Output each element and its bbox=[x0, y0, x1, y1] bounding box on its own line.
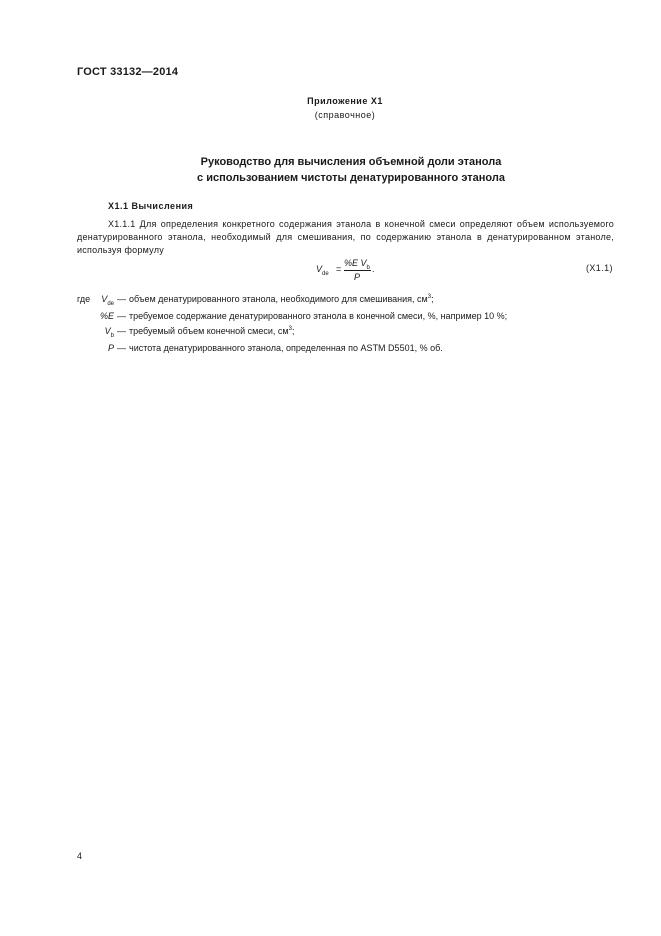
formula-fraction-bar bbox=[344, 270, 371, 271]
definition-symbol: P bbox=[107, 343, 114, 354]
formula-numerator: %E $V_b$ bbox=[344, 258, 370, 271]
page-number: 4 bbox=[77, 851, 83, 861]
equation-number: (Х1.1) bbox=[586, 263, 613, 273]
definition-row: $V_b$ — требуемый объем конечной смеси, $см^3$; bbox=[77, 323, 617, 342]
formula-equals: = bbox=[336, 264, 342, 274]
definition-symbol: %E bbox=[99, 311, 114, 322]
section-heading: Х1.1 Вычисления bbox=[108, 201, 194, 211]
appendix-title: Приложение Х1 bbox=[307, 96, 383, 106]
definition-row: где $V_{de}$ — объем денатурированного этанола, необходимого для смешивания, $см^3$; bbox=[77, 291, 617, 310]
document-code: ГОСТ 33132—2014 bbox=[77, 66, 179, 78]
formula-lhs: $V_{de}$ bbox=[316, 264, 329, 277]
formula-denominator: P bbox=[354, 272, 361, 282]
appendix-note: (справочное) bbox=[314, 110, 376, 120]
definition-symbol: $V_b$ bbox=[104, 325, 114, 339]
main-title-line-1: Руководство для вычисления объемной доли этанола bbox=[200, 156, 502, 168]
definitions-list bbox=[77, 291, 617, 355]
main-title-line-2: с использованием чистоты денатурированного этанола bbox=[197, 172, 505, 184]
definition-row: %E — требуемое содержание денатурированного этанола в конечной смеси, %, например 10 %; bbox=[77, 310, 617, 323]
definition-symbol: $V_{de}$ bbox=[101, 294, 114, 307]
definitions-intro: где bbox=[77, 294, 91, 304]
formula-trailing: . bbox=[372, 264, 375, 274]
body-paragraph bbox=[77, 218, 614, 257]
definition-row: P — чистота денатурированного этанола, определенная по ASTM D5501, % об. bbox=[77, 342, 617, 355]
body-paragraph-text: Х1.1.1 Для определения конкретного содержания этанола в конечной смеси определяют объем используемого денатурированного этанола, необходимый для смешивания, по содержанию этанола в денатурированном этаноле, используя формулу bbox=[77, 219, 614, 255]
